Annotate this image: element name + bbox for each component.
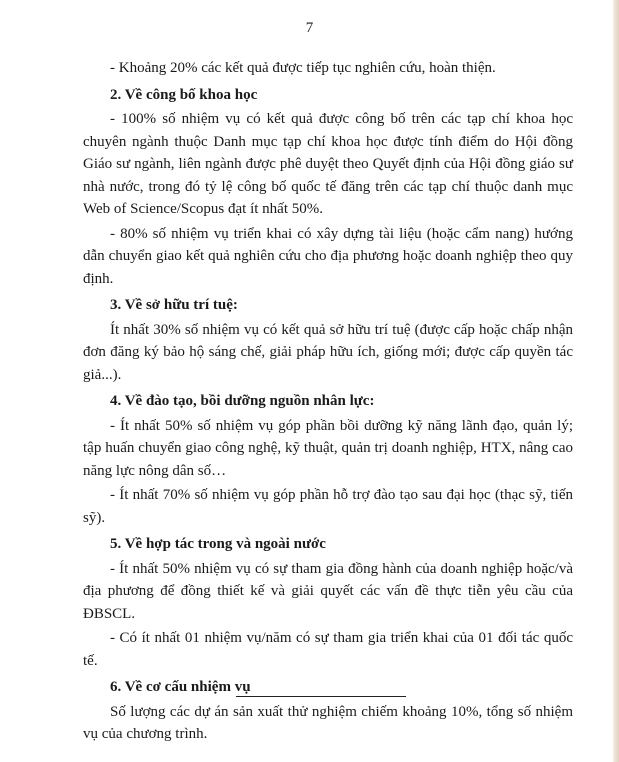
section-heading: 3. Về sở hữu trí tuệ: [110,297,238,313]
paragraph: - Ít nhất 50% nhiệm vụ có sự tham gia đồng hành của doanh nghiệp hoặc/và địa phương để đồng thiết kế và giải quyết các vấn đề thực tiễn yêu cầu của ĐBSCL. [83,560,573,622]
paragraph: Số lượng các dự án sản xuất thử nghiệm chiếm khoảng 10%, tổng số nhiệm vụ của chương trình. [83,703,573,742]
paragraph: - Ít nhất 70% số nhiệm vụ góp phần hỗ trợ đào tạo sau đại học (thạc sỹ, tiến sỹ). [83,487,573,526]
paragraph: - 100% số nhiệm vụ có kết quả được công bố trên các tạp chí khoa học chuyên ngành thuộc Danh mục tạp chí khoa học được tính điểm do Hội đồng Giáo sư ngành, liên ngành được phê duyệt theo Quyết định của Hội đồng giáo sư nhà nước, trong đó tỷ lệ công bố quốc tế đăng trên các tạp chí thuộc danh mục Web of Science/Scopus đạt ít nhất 50%. [83,111,573,217]
section-heading: 6. Về cơ cấu nhiệm vụ [110,679,251,695]
end-divider [236,696,406,697]
page-number: 7 [305,20,314,36]
section-heading: 5. Về hợp tác trong và ngoài nước [110,536,326,552]
page-edge [613,0,619,762]
section-heading: 4. Về đào tạo, bồi dưỡng nguồn nhân lực: [110,393,375,409]
paragraph: - Ít nhất 50% số nhiệm vụ góp phần bồi dưỡng kỹ năng lãnh đạo, quản lý; tập huấn chuyển giao công nghệ, kỹ thuật, quản trị doanh nghiệp, HTX, nâng cao năng lực nông dân số… [83,417,573,479]
paragraph: - Có ít nhất 01 nhiệm vụ/năm có sự tham gia triển khai của 01 đối tác quốc tế. [83,630,573,669]
section-heading: 2. Về công bố khoa học [110,86,258,103]
paragraph: Ít nhất 30% số nhiệm vụ có kết quả sở hữu trí tuệ (được cấp hoặc chấp nhận đơn đăng ký bảo hộ sáng chế, giải pháp hữu ích, giống mới; được cấp quyền tác giả...). [83,321,573,383]
paragraph: - Khoảng 20% các kết quả được tiếp tục nghiên cứu, hoàn thiện. [110,60,496,76]
paragraph: - 80% số nhiệm vụ triển khai có xây dựng tài liệu (hoặc cẩm nang) hướng dẫn chuyển giao kết quả nghiên cứu cho địa phương hoặc doanh nghiệp theo quy định. [83,225,573,287]
document-body [83,57,573,748]
